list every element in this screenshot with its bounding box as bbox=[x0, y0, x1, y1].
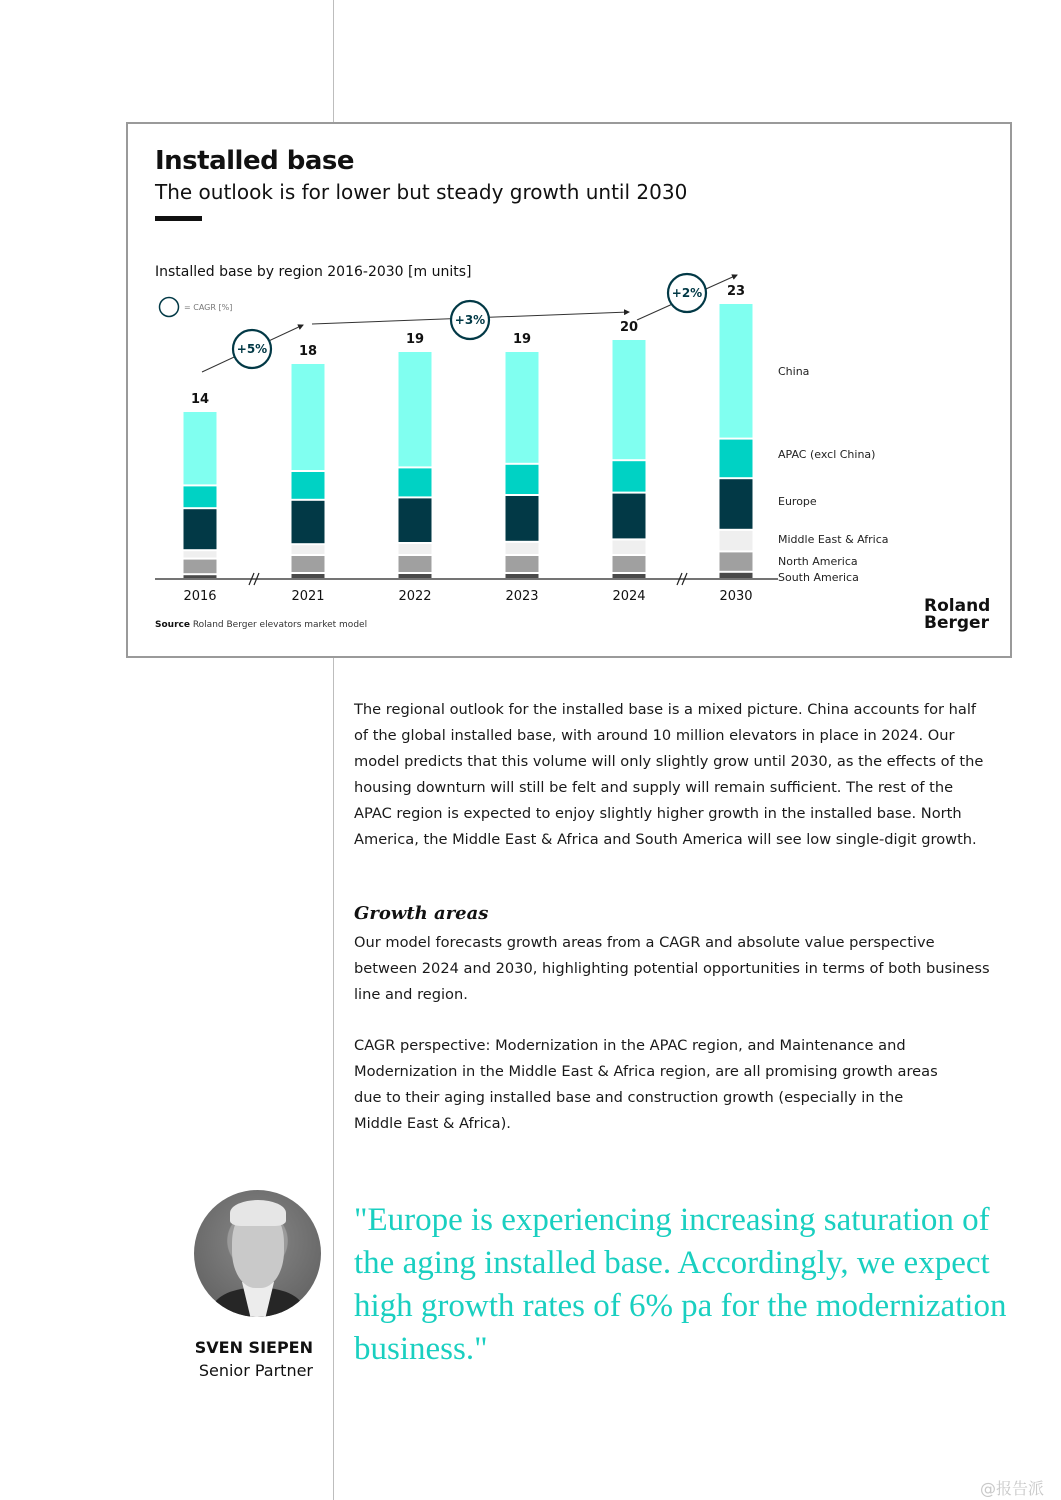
person-role: Senior Partner bbox=[198, 1361, 313, 1380]
bar-segment-south-america bbox=[184, 575, 217, 578]
roland-berger-logo bbox=[924, 598, 990, 632]
divider-line bbox=[333, 656, 334, 1500]
bar-segment-middle-east-africa bbox=[720, 531, 753, 551]
bar-segment-europe bbox=[399, 498, 432, 542]
bar-total-label: 23 bbox=[726, 284, 746, 299]
cagr-legend-label: = CAGR [%] bbox=[184, 303, 233, 312]
watermark: @报告派 bbox=[980, 1479, 1045, 1498]
bar-segment-south-america bbox=[292, 574, 325, 578]
paragraph-regional-outlook: The regional outlook for the installed base is a mixed picture. China accounts for half of the global installed base, with around 10 million elevators in place in 2024. Our model predicts that this volume will only slightly grow until 2030, as the effects of the housing downturn will still be felt and supply will remain sufficient. The rest of the APAC region is expected to enjoy slightly higher growth in the installed base. North America, the Middle East & Africa and South America will see low single-digit growth. bbox=[354, 701, 984, 848]
bar-segment-north-america bbox=[399, 556, 432, 572]
bar-segment-apac-excl-china- bbox=[613, 461, 646, 491]
bar-segment-china bbox=[399, 352, 432, 466]
bar-total-label: 20 bbox=[619, 320, 639, 335]
legend-label: North America bbox=[778, 555, 858, 568]
bar-segment-north-america bbox=[613, 556, 646, 572]
bar-segment-south-america bbox=[506, 574, 539, 578]
bar-total-label: 19 bbox=[405, 332, 425, 347]
bar-total-label: 19 bbox=[512, 332, 532, 347]
bar-segment-china bbox=[720, 304, 753, 438]
heading-growth-areas: Growth areas bbox=[354, 903, 489, 924]
bar-segment-middle-east-africa bbox=[292, 545, 325, 554]
logo-line-1: Roland bbox=[924, 596, 991, 616]
cagr-legend-circle bbox=[160, 298, 179, 317]
bar-segment-china bbox=[613, 340, 646, 459]
bar-segment-europe bbox=[720, 479, 753, 529]
divider-line bbox=[333, 0, 334, 122]
legend-label: South America bbox=[778, 571, 859, 584]
bar-segment-china bbox=[506, 352, 539, 463]
bar-segment-apac-excl-china- bbox=[506, 465, 539, 494]
source-note bbox=[155, 620, 367, 630]
pull-quote: "Europe is experiencing increasing saturation of the aging installed base. Accordingly, we expect high growth rates of 6% pa for the modernization business." bbox=[354, 1202, 1007, 1367]
bar-segment-north-america bbox=[292, 556, 325, 572]
person-name: SVEN SIEPEN bbox=[194, 1338, 313, 1357]
paragraph-growth-areas: Our model forecasts growth areas from a CAGR and absolute value perspective between 2024 and 2030, highlighting potential opportunities in terms of both business line and region. bbox=[354, 934, 990, 1003]
bar-segment-middle-east-africa bbox=[613, 540, 646, 554]
bar-segment-apac-excl-china- bbox=[292, 472, 325, 499]
figure-subtitle: The outlook is for lower but steady growth until 2030 bbox=[155, 180, 688, 204]
bar-segment-middle-east-africa bbox=[399, 544, 432, 554]
bar-segment-north-america bbox=[506, 556, 539, 572]
bar-segment-north-america bbox=[720, 552, 753, 570]
x-tick-label: 2022 bbox=[398, 589, 432, 604]
legend-label: APAC (excl China) bbox=[778, 448, 876, 461]
legend-label: Europe bbox=[778, 495, 817, 508]
bar-segment-europe bbox=[292, 501, 325, 543]
figure-title: Installed base bbox=[155, 146, 355, 176]
bar-total-label: 14 bbox=[190, 392, 210, 407]
bar-segment-europe bbox=[184, 509, 217, 549]
legend-label: Middle East & Africa bbox=[778, 533, 889, 546]
bar-segment-europe bbox=[613, 494, 646, 539]
bar-segment-apac-excl-china- bbox=[184, 486, 217, 507]
x-tick-label: 2024 bbox=[612, 589, 646, 604]
bar-segment-south-america bbox=[399, 574, 432, 578]
bar-segment-apac-excl-china- bbox=[399, 468, 432, 496]
cagr-label: +3% bbox=[454, 313, 486, 327]
x-tick-label: 2030 bbox=[719, 589, 753, 604]
x-tick-label: 2021 bbox=[291, 589, 325, 604]
bar-segment-south-america bbox=[613, 574, 646, 578]
bar-segment-europe bbox=[506, 496, 539, 541]
logo-line-2: Berger bbox=[924, 613, 989, 633]
bar-segment-apac-excl-china- bbox=[720, 440, 753, 478]
source-text: Roland Berger elevators market model bbox=[192, 620, 368, 630]
bar-segment-china bbox=[292, 364, 325, 470]
bar-segment-china bbox=[184, 412, 217, 484]
figure-installed-base bbox=[126, 122, 1012, 658]
cagr-label: +5% bbox=[236, 342, 268, 356]
title-underline bbox=[155, 216, 202, 221]
avatar bbox=[194, 1190, 321, 1317]
bar-segment-middle-east-africa bbox=[506, 543, 539, 554]
x-tick-label: 2016 bbox=[183, 589, 217, 604]
legend-label: China bbox=[778, 365, 810, 378]
paragraph-cagr-perspective: CAGR perspective: Modernization in the APAC region, and Maintenance and Modernization in the Middle East & Africa region, are all promising growth areas due to their aging installed base and construction growth (especially in the Middle East & Africa). bbox=[354, 1037, 938, 1132]
bar-segment-north-america bbox=[184, 560, 217, 574]
bar-total-label: 18 bbox=[298, 344, 318, 359]
chart-title: Installed base by region 2016-2030 [m units] bbox=[155, 264, 472, 280]
bar-segment-south-america bbox=[720, 573, 753, 578]
x-tick-label: 2023 bbox=[505, 589, 539, 604]
bar-segment-middle-east-africa bbox=[184, 551, 217, 557]
source-label: Source bbox=[155, 620, 190, 630]
cagr-label: +2% bbox=[671, 286, 703, 300]
